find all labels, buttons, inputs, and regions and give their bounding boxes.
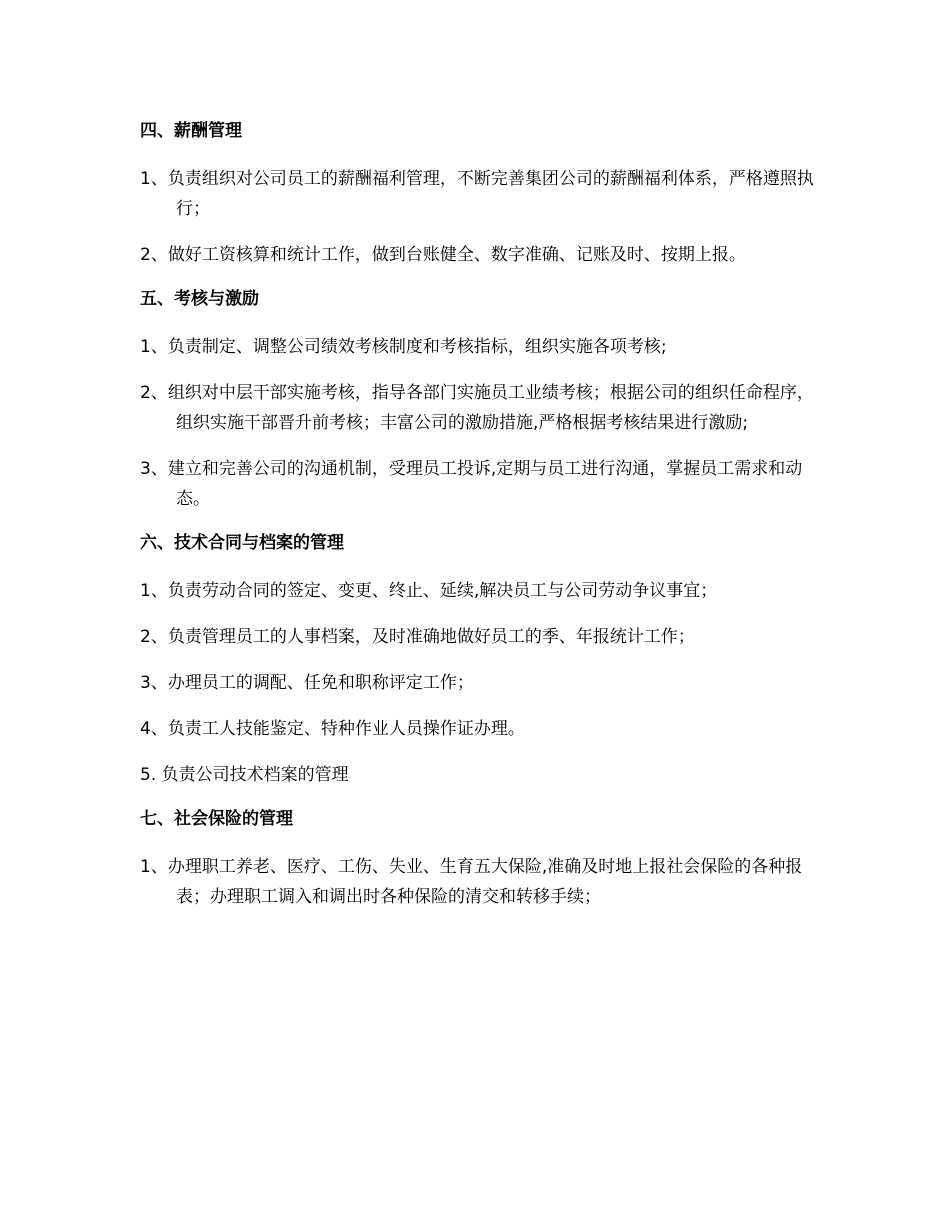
section-heading-salary: 四、薪酬管理 — [140, 121, 242, 141]
section-heading-contracts-archives: 六、技术合同与档案的管理 — [140, 533, 344, 553]
salary-item-1: 1、负责组织对公司员工的薪酬福利管理，不断完善集团公司的薪酬福利体系，严格遵照执行； — [140, 169, 814, 219]
contracts-item-3: 3、办理员工的调配、任免和职称评定工作； — [140, 673, 474, 693]
contracts-item-5: 5. 负责公司技术档案的管理 — [140, 765, 349, 785]
contracts-item-2: 2、负责管理员工的人事档案，及时准确地做好员工的季、年报统计工作； — [140, 627, 695, 647]
appraisal-item-1: 1、负责制定、调整公司绩效考核制度和考核指标，组织实施各项考核; — [140, 337, 667, 357]
section-heading-appraisal: 五、考核与激励 — [140, 289, 259, 309]
salary-item-2: 2、做好工资核算和统计工作，做到台账健全、数字准确、记账及时、按期上报。 — [140, 245, 746, 265]
insurance-item-1: 1、办理职工养老、医疗、工伤、失业、生育五大保险,准确及时地上报社会保险的各种报表；办理职工调入和调出时各种保险的清交和转移手续； — [140, 857, 803, 907]
document-page — [140, 118, 830, 928]
section-heading-social-insurance: 七、社会保险的管理 — [140, 809, 293, 829]
contracts-item-1: 1、负责劳动合同的签定、变更、终止、延续,解决员工与公司劳动争议事宜； — [140, 581, 718, 601]
appraisal-item-3: 3、建立和完善公司的沟通机制，受理员工投诉,定期与员工进行沟通，掌握员工需求和动态。 — [140, 459, 803, 509]
contracts-item-4: 4、负责工人技能鉴定、特种作业人员操作证办理。 — [140, 719, 525, 739]
appraisal-item-2: 2、组织对中层干部实施考核，指导各部门实施员工业绩考核；根据公司的组织任命程序，组织实施干部晋升前考核；丰富公司的激励措施,严格根据考核结果进行激励; — [140, 383, 814, 433]
